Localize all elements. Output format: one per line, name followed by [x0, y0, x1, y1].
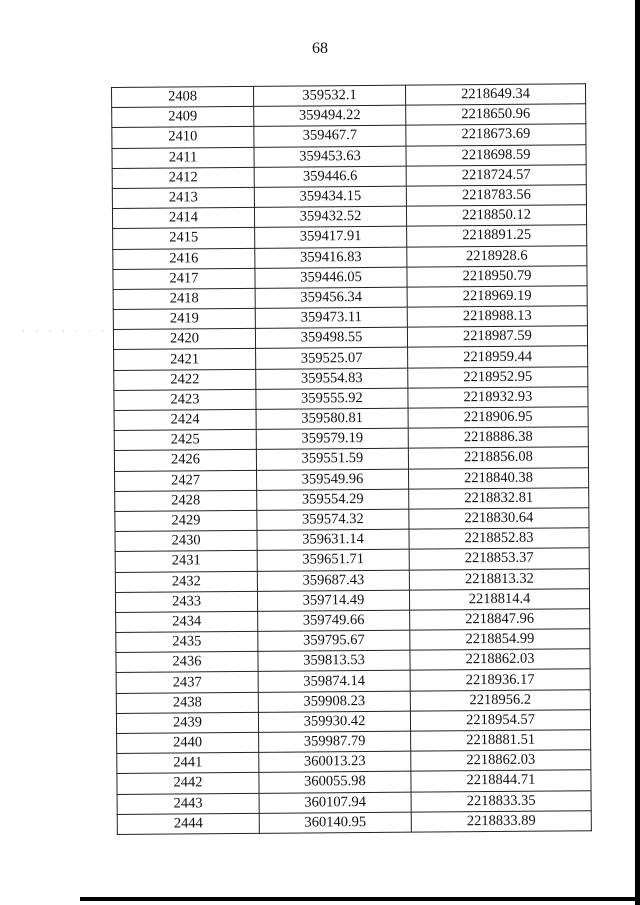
point-number-cell: 2441	[117, 753, 259, 774]
coordinates-table	[111, 83, 592, 835]
x-coordinate-cell: 359930.42	[258, 711, 410, 732]
y-coordinate-cell: 2218936.17	[410, 669, 590, 691]
y-coordinate-cell: 2218850.12	[406, 205, 586, 227]
point-number-cell: 2418	[113, 288, 255, 309]
x-coordinate-cell: 360055.98	[259, 772, 411, 793]
x-coordinate-cell: 359416.83	[255, 247, 407, 268]
point-number-cell: 2419	[113, 308, 255, 329]
point-number-cell: 2420	[113, 329, 255, 350]
y-coordinate-cell: 2218832.81	[409, 488, 589, 510]
y-coordinate-cell: 2218862.03	[410, 649, 590, 671]
y-coordinate-cell: 2218649.34	[405, 84, 585, 106]
point-number-cell: 2424	[114, 409, 256, 430]
point-number-cell: 2431	[115, 551, 257, 572]
y-coordinate-cell: 2218852.83	[409, 528, 589, 550]
y-coordinate-cell: 2218891.25	[407, 225, 587, 247]
x-coordinate-cell: 359555.92	[256, 388, 408, 409]
y-coordinate-cell: 2218650.96	[406, 104, 586, 126]
x-coordinate-cell: 359687.43	[257, 570, 409, 591]
y-coordinate-cell: 2218698.59	[406, 144, 586, 166]
y-coordinate-cell: 2218856.08	[408, 447, 588, 469]
y-coordinate-cell: 2218969.19	[407, 286, 587, 308]
point-number-cell: 2434	[116, 611, 258, 632]
scan-noise-dots: · · · · · · ·	[22, 326, 109, 336]
y-coordinate-cell: 2218959.44	[408, 346, 588, 368]
x-coordinate-cell: 359579.19	[256, 428, 408, 449]
point-number-cell: 2421	[114, 349, 256, 370]
table-row	[117, 811, 591, 835]
x-coordinate-cell: 359749.66	[258, 610, 410, 631]
x-coordinate-cell: 359574.32	[257, 509, 409, 530]
scan-border-bottom	[80, 897, 640, 901]
point-number-cell: 2437	[116, 672, 258, 693]
point-number-cell: 2442	[117, 773, 259, 794]
x-coordinate-cell: 359417.91	[255, 226, 407, 247]
point-number-cell: 2438	[116, 692, 258, 713]
x-coordinate-cell: 359549.96	[257, 469, 409, 490]
y-coordinate-cell: 2218844.71	[411, 770, 591, 792]
page-number: 68	[312, 40, 328, 57]
y-coordinate-cell: 2218724.57	[406, 165, 586, 187]
y-coordinate-cell: 2218886.38	[408, 427, 588, 449]
point-number-cell: 2430	[115, 530, 257, 551]
point-number-cell: 2408	[112, 86, 254, 107]
point-number-cell: 2428	[115, 490, 257, 511]
y-coordinate-cell: 2218814.4	[409, 588, 589, 610]
point-number-cell: 2435	[116, 631, 258, 652]
scan-border-right	[635, 0, 640, 905]
point-number-cell: 2411	[112, 147, 254, 168]
point-number-cell: 2422	[114, 369, 256, 390]
y-coordinate-cell: 2218840.38	[409, 467, 589, 489]
point-number-cell: 2427	[115, 470, 257, 491]
x-coordinate-cell: 360013.23	[259, 751, 411, 772]
point-number-cell: 2425	[114, 430, 256, 451]
x-coordinate-cell: 359456.34	[255, 287, 407, 308]
y-coordinate-cell: 2218952.95	[408, 366, 588, 388]
point-number-cell: 2412	[112, 167, 254, 188]
y-coordinate-cell: 2218954.57	[410, 710, 590, 732]
y-coordinate-cell: 2218813.32	[409, 568, 589, 590]
y-coordinate-cell: 2218881.51	[411, 730, 591, 752]
point-number-cell: 2410	[112, 127, 254, 148]
point-number-cell: 2415	[113, 228, 255, 249]
point-number-cell: 2440	[117, 732, 259, 753]
y-coordinate-cell: 2218833.35	[411, 790, 591, 812]
y-coordinate-cell: 2218833.89	[411, 811, 591, 833]
point-number-cell: 2444	[117, 813, 259, 834]
x-coordinate-cell: 359446.05	[255, 267, 407, 288]
coordinates-table-body	[112, 84, 592, 835]
point-number-cell: 2423	[114, 389, 256, 410]
x-coordinate-cell: 359987.79	[259, 731, 411, 752]
x-coordinate-cell: 359795.67	[258, 630, 410, 651]
y-coordinate-cell: 2218956.2	[410, 689, 590, 711]
y-coordinate-cell: 2218854.99	[410, 629, 590, 651]
point-number-cell: 2432	[115, 571, 257, 592]
table-container	[111, 83, 591, 835]
y-coordinate-cell: 2218853.37	[409, 548, 589, 570]
y-coordinate-cell: 2218906.95	[408, 407, 588, 429]
point-number-cell: 2409	[112, 107, 254, 128]
y-coordinate-cell: 2218830.64	[409, 508, 589, 530]
x-coordinate-cell: 360140.95	[259, 812, 411, 833]
x-coordinate-cell: 359467.7	[254, 126, 406, 147]
x-coordinate-cell: 359874.14	[258, 671, 410, 692]
y-coordinate-cell: 2218928.6	[407, 245, 587, 267]
x-coordinate-cell: 359813.53	[258, 650, 410, 671]
point-number-cell: 2443	[117, 793, 259, 814]
x-coordinate-cell: 359554.83	[256, 368, 408, 389]
x-coordinate-cell: 359554.29	[257, 489, 409, 510]
y-coordinate-cell: 2218988.13	[407, 306, 587, 328]
x-coordinate-cell: 359432.52	[254, 206, 406, 227]
point-number-cell: 2429	[115, 510, 257, 531]
x-coordinate-cell: 359434.15	[254, 186, 406, 207]
point-number-cell: 2413	[112, 187, 254, 208]
x-coordinate-cell: 359532.1	[253, 85, 405, 106]
x-coordinate-cell: 359908.23	[258, 691, 410, 712]
point-number-cell: 2416	[113, 248, 255, 269]
point-number-cell: 2436	[116, 652, 258, 673]
y-coordinate-cell: 2218950.79	[407, 265, 587, 287]
x-coordinate-cell: 359551.59	[256, 449, 408, 470]
x-coordinate-cell: 359580.81	[256, 408, 408, 429]
y-coordinate-cell: 2218847.96	[410, 609, 590, 631]
x-coordinate-cell: 359651.71	[257, 549, 409, 570]
y-coordinate-cell: 2218862.03	[411, 750, 591, 772]
x-coordinate-cell: 359473.11	[255, 307, 407, 328]
point-number-cell: 2439	[116, 712, 258, 733]
y-coordinate-cell: 2218987.59	[407, 326, 587, 348]
x-coordinate-cell: 359714.49	[257, 590, 409, 611]
x-coordinate-cell: 359498.55	[255, 327, 407, 348]
y-coordinate-cell: 2218783.56	[406, 185, 586, 207]
point-number-cell: 2414	[112, 208, 254, 229]
x-coordinate-cell: 359453.63	[254, 146, 406, 167]
x-coordinate-cell: 359631.14	[257, 529, 409, 550]
x-coordinate-cell: 360107.94	[259, 792, 411, 813]
point-number-cell: 2426	[114, 450, 256, 471]
x-coordinate-cell: 359446.6	[254, 166, 406, 187]
point-number-cell: 2417	[113, 268, 255, 289]
x-coordinate-cell: 359494.22	[254, 105, 406, 126]
point-number-cell: 2433	[115, 591, 257, 612]
y-coordinate-cell: 2218932.93	[408, 387, 588, 409]
y-coordinate-cell: 2218673.69	[406, 124, 586, 146]
x-coordinate-cell: 359525.07	[256, 348, 408, 369]
